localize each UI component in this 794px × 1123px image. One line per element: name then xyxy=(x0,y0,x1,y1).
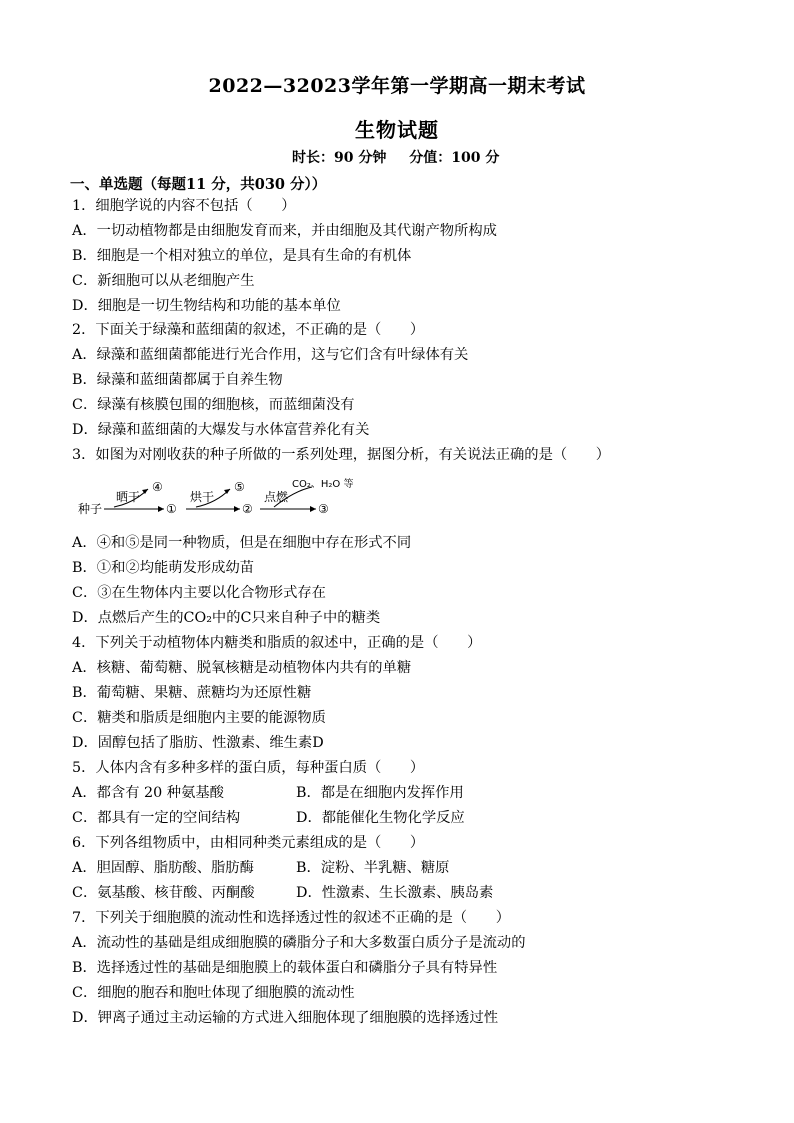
option-a: A．绿藻和蓝细菌都能进行光合作用，这与它们含有叶绿体有关 xyxy=(72,347,469,363)
exam-meta xyxy=(292,147,517,167)
seed-label: 种子 xyxy=(78,502,103,516)
duration-text: 时长：90 分钟 xyxy=(292,150,387,166)
option-b: B．葡萄糖、果糖、蔗糖均为还原性糖 xyxy=(72,685,312,701)
subject-title: 生物试题 xyxy=(355,118,439,142)
option-c: C．③在生物体内主要以化合物形式存在 xyxy=(72,585,326,601)
n1-label: ① xyxy=(166,502,177,516)
option-a: A．流动性的基础是组成细胞膜的磷脂分子和大多数蛋白质分子是流动的 xyxy=(72,935,526,951)
option-a: A．都含有 20 种氨基酸 xyxy=(72,785,224,801)
n2-label: ② xyxy=(242,502,253,516)
arrowhead-1 xyxy=(158,506,164,512)
option-row xyxy=(72,784,224,802)
option-b: B．①和②均能萌发形成幼苗 xyxy=(72,560,255,576)
option-b: B．细胞是一个相对独立的单位，是具有生命的有机体 xyxy=(72,248,412,264)
option-b: B．选择透过性的基础是细胞膜上的载体蛋白和磷脂分子具有特异性 xyxy=(72,960,498,976)
step3-label: 点燃 xyxy=(264,490,289,504)
option-b: B．绿藻和蓝细菌都属于自养生物 xyxy=(72,372,283,388)
seed-process-diagram xyxy=(74,477,374,521)
step2-label: 烘干 xyxy=(190,490,215,504)
question-stem: 6．下列各组物质中，由相同种类元素组成的是（ ） xyxy=(72,835,425,851)
n5-label: ⑤ xyxy=(234,480,245,494)
option-d: D．绿藻和蓝细菌的大爆发与水体富营养化有关 xyxy=(72,422,370,438)
option-c: C．新细胞可以从老细胞产生 xyxy=(72,273,255,289)
option-c: C．糖类和脂质是细胞内主要的能源物质 xyxy=(72,710,326,726)
option-a: A．④和⑤是同一种物质，但是在细胞中存在形式不同 xyxy=(72,535,412,551)
option-c: C．都具有一定的空间结构 xyxy=(72,810,241,826)
option-d: D．性激素、生长激素、胰岛素 xyxy=(296,885,494,901)
score-text: 分值：100 分 xyxy=(409,150,500,166)
step1-label: 晒干 xyxy=(116,490,141,504)
question-stem: 3．如图为对刚收获的种子所做的一系列处理，据图分析，有关说法正确的是（ ） xyxy=(72,447,611,463)
option-d: D．细胞是一切生物结构和功能的基本单位 xyxy=(72,298,341,314)
n4-label: ④ xyxy=(152,480,163,494)
question-stem: 4．下列关于动植物体内糖类和脂质的叙述中，正确的是（ ） xyxy=(72,635,482,651)
option-c: C．绿藻有核膜包围的细胞核，而蓝细菌没有 xyxy=(72,397,355,413)
arrowhead-2 xyxy=(234,506,240,512)
option-d: D．固醇包括了脂肪、性激素、维生素D xyxy=(72,735,324,751)
question-stem: 5．人体内含有多种多样的蛋白质，每种蛋白质（ ） xyxy=(72,760,425,776)
option-a: A．胆固醇、脂肪酸、脂肪酶 xyxy=(72,860,254,876)
n3-label: ③ xyxy=(318,502,329,516)
question-stem: 1．细胞学说的内容不包括（ ） xyxy=(72,198,296,214)
question-stem: 7．下列关于细胞膜的流动性和选择透过性的叙述不正确的是（ ） xyxy=(72,910,510,926)
option-d: D．点燃后产生的CO₂中的C只来自种子中的糖类 xyxy=(72,610,381,626)
exam-title: 2022—32023学年第一学期高一期末考试 xyxy=(208,75,586,97)
products-label: CO₂、H₂O 等 xyxy=(292,479,354,490)
option-a: A．核糖、葡萄糖、脱氧核糖是动植物体内共有的单糖 xyxy=(72,660,412,676)
option-c: C．氨基酸、核苷酸、丙酮酸 xyxy=(72,885,255,901)
question-stem: 2．下面关于绿藻和蓝细菌的叙述，不正确的是（ ） xyxy=(72,322,425,338)
arrowhead-3 xyxy=(310,506,316,512)
section-heading: 一、单选题（每题11 分，共030 分）） xyxy=(70,176,327,193)
option-a: A．一切动植物都是由细胞发育而来，并由细胞及其代谢产物所构成 xyxy=(72,223,497,239)
option-b: B．淀粉、半乳糖、糖原 xyxy=(296,860,450,876)
option-d: D．钾离子通过主动运输的方式进入细胞体现了细胞膜的选择透过性 xyxy=(72,1010,499,1026)
option-b: B．都是在细胞内发挥作用 xyxy=(296,785,464,801)
option-d: D．都能催化生物化学反应 xyxy=(296,810,465,826)
option-c: C．细胞的胞吞和胞吐体现了细胞膜的流动性 xyxy=(72,985,355,1001)
